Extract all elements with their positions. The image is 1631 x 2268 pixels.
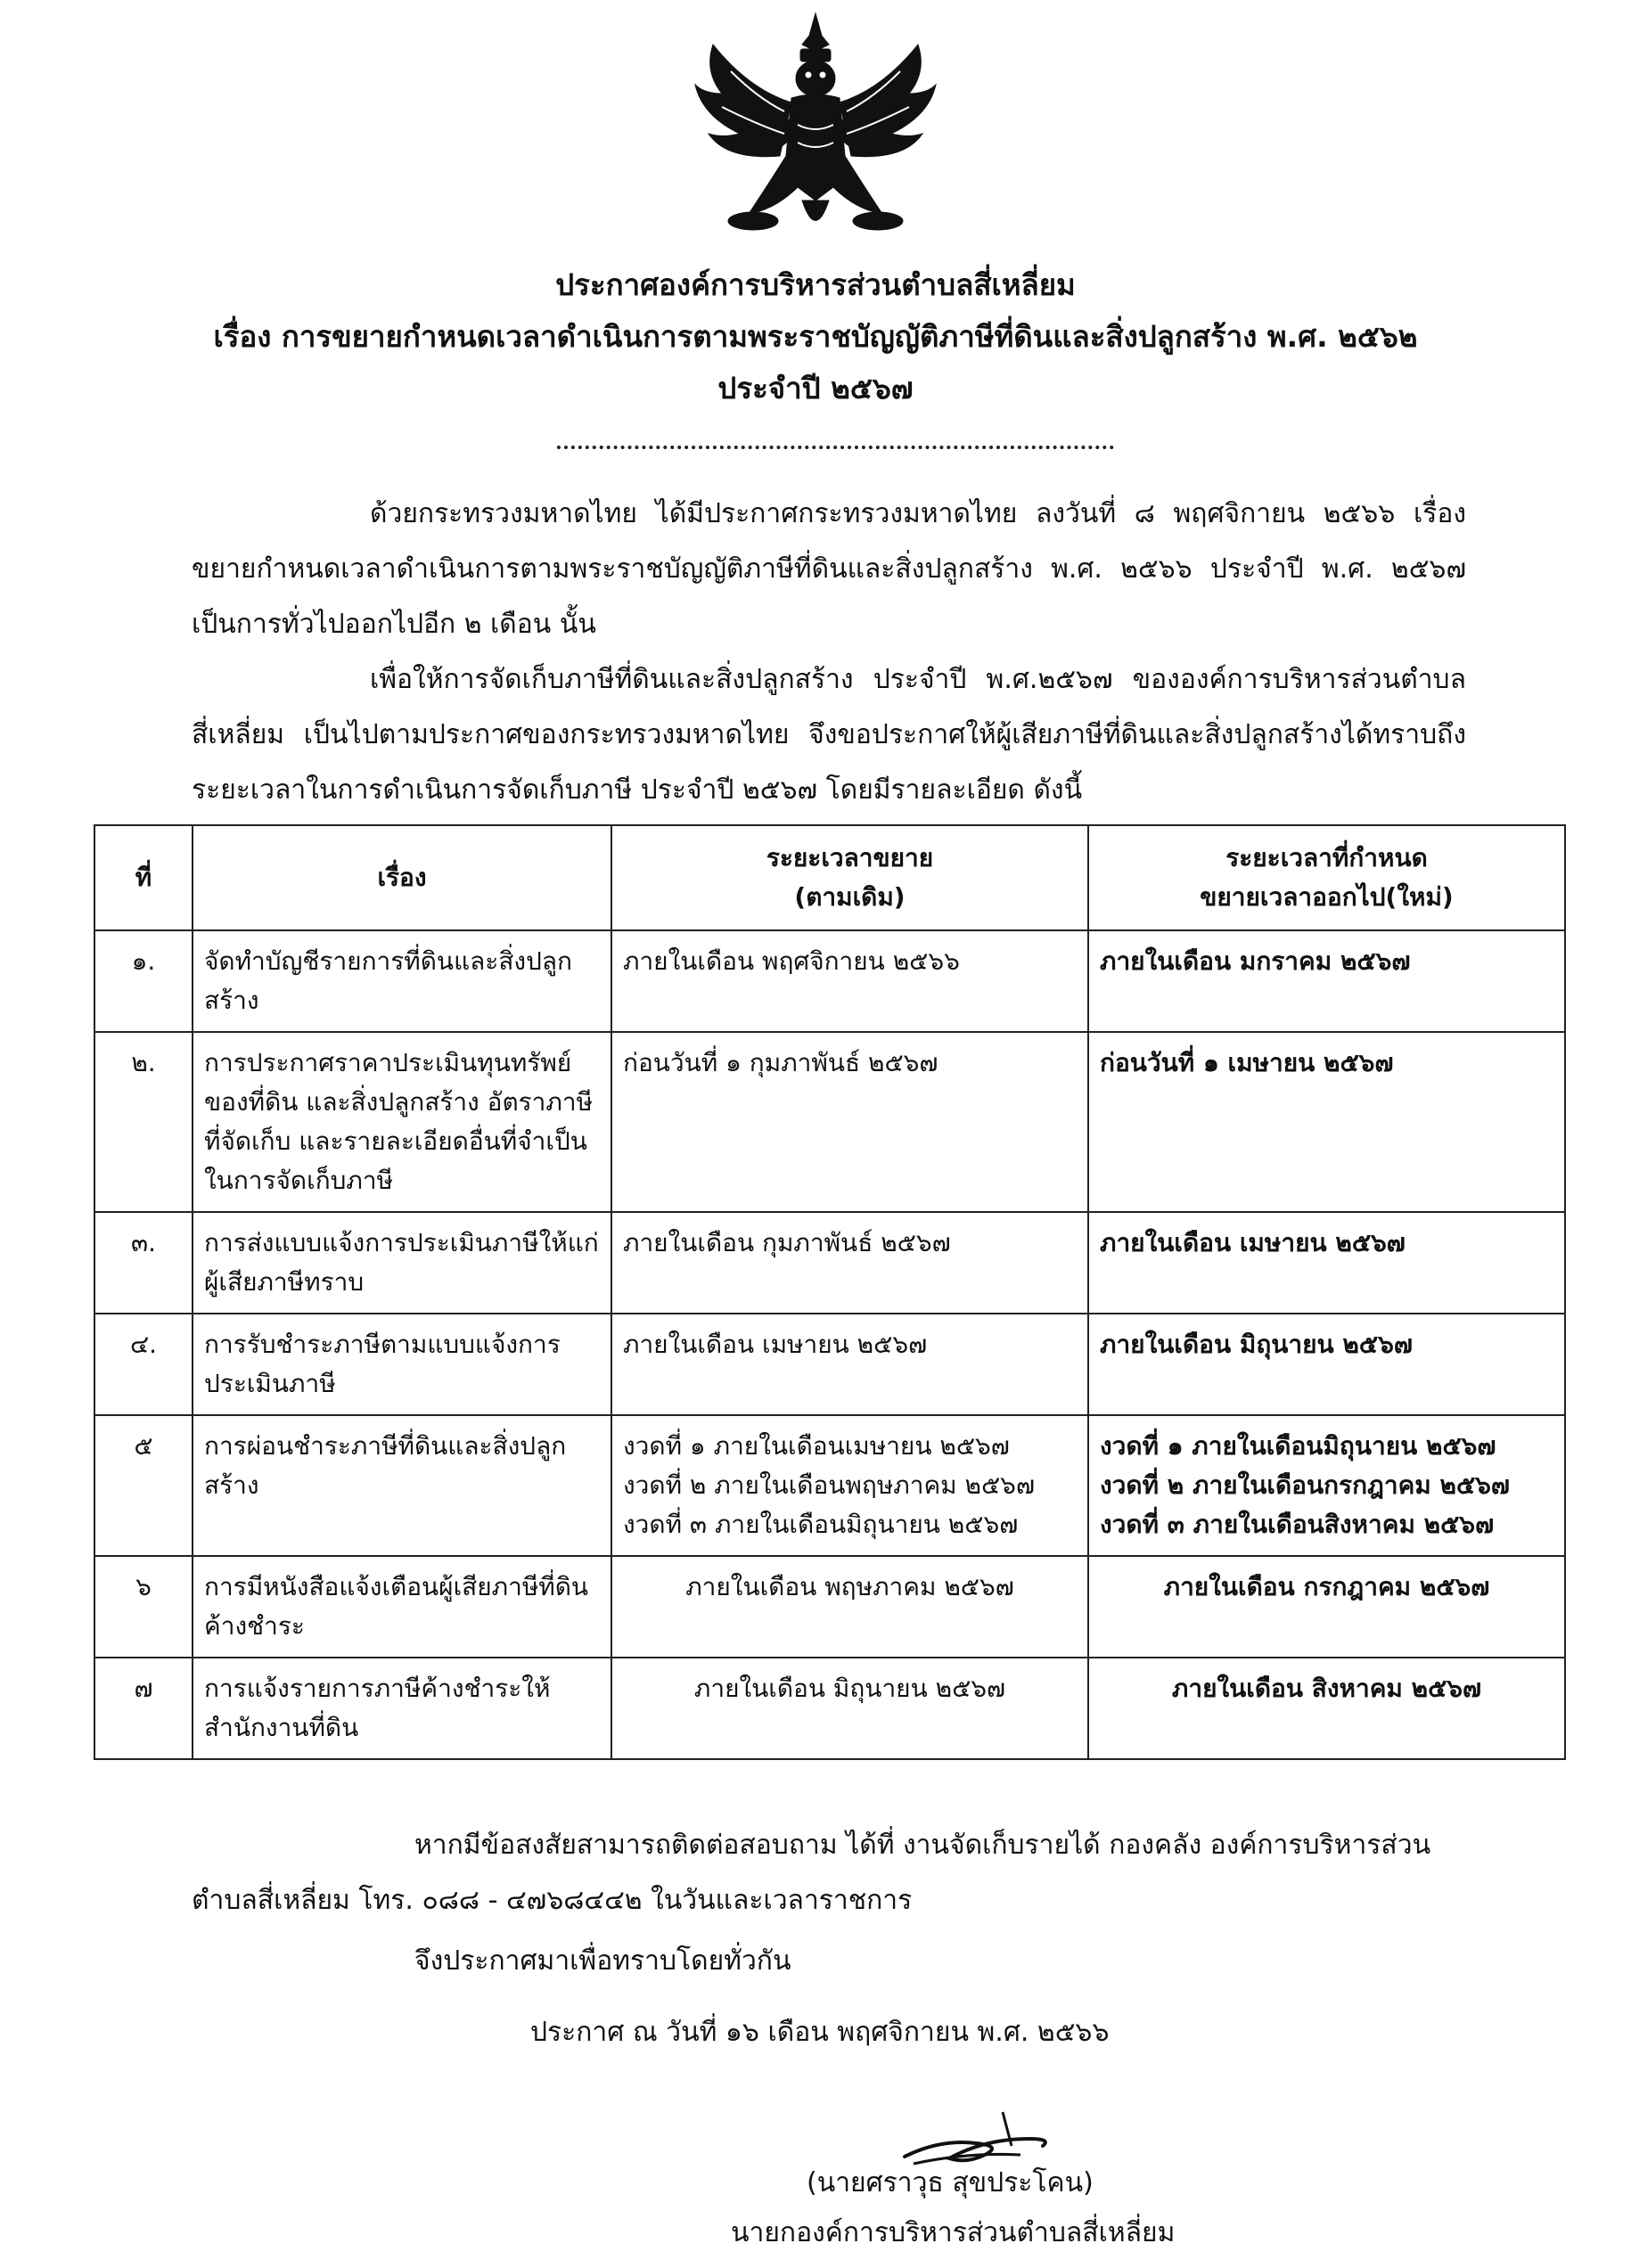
dotted-divider [557,446,1114,449]
row-original-period: ภายในเดือน มิถุนายน ๒๕๖๗ [611,1658,1088,1759]
table-row [94,1032,1565,1212]
garuda-emblem-icon [686,9,945,254]
row-subject: การมีหนังสือแจ้งเตือนผู้เสียภาษีที่ดินค้างชำระ [193,1556,611,1658]
row-number: ๓. [94,1212,193,1314]
contact-paragraph: หากมีข้อสงสัยสามารถติดต่อสอบถาม ได้ที่ งานจัดเก็บรายได้ กองคลัง องค์การบริหารส่วนตำบลสี่เหลี่ยม โทร. ๐๘๘ - ๔๗๖๘๔๔๒ ในวันและเวลาราชการ [192,1830,1431,1916]
closing-statement: จึงประกาศมาเพื่อทราบโดยทั่วกัน [414,1945,791,1977]
table-header-row [94,825,1565,930]
signer-name: (นายศราวุธ สุขประโคน) [807,2167,1094,2198]
row-subject: การส่งแบบแจ้งการประเมินภาษีให้แก่ผู้เสียภาษีทราบ [193,1212,611,1314]
paragraph-purpose: เพื่อให้การจัดเก็บภาษีที่ดินและสิ่งปลูกสร้าง ประจำปี พ.ศ.๒๕๖๗ ขององค์การบริหารส่วนตำบลสี่เหลี่ยม เป็นไปตามประกาศของกระทรวงมหาดไทย จึงขอประกาศให้ผู้เสียภาษีที่ดินและสิ่งปลูกสร้างได้ทราบถึงระยะเวลาในการดำเนินการจัดเก็บภาษี ประจำปี ๒๕๖๗ โดยมีรายละเอียด ดังนี้ [192,664,1466,806]
row-subject: การรับชำระภาษีตามแบบแจ้งการประเมินภาษี [193,1314,611,1415]
row-subject: การผ่อนชำระภาษีที่ดินและสิ่งปลูกสร้าง [193,1415,611,1556]
row-extended-period: ภายในเดือน กรกฎาคม ๒๕๖๗ [1088,1556,1565,1658]
paragraph-intro: ด้วยกระทรวงมหาดไทย ได้มีประกาศกระทรวงมหาดไทย ลงวันที่ ๘ พฤศจิกายน ๒๕๖๖ เรื่อง ขยายกำหนดเวลาดำเนินการตามพระราชบัญญัติภาษีที่ดินและสิ่งปลูกสร้าง พ.ศ. ๒๕๖๖ ประจำปี พ.ศ. ๒๕๖๗ เป็นการทั่วไปออกไปอีก ๒ เดือน นั้น [192,498,1466,640]
row-number: ๕ [94,1415,193,1556]
signer-position: นายกองค์การบริหารส่วนตำบลสี่เหลี่ยม [731,2217,1176,2248]
header-extended-period: ระยะเวลาที่กำหนด ขยายเวลาออกไป(ใหม่) [1088,825,1565,930]
schedule-table [94,824,1566,1760]
row-number: ๔. [94,1314,193,1415]
row-extended-period: ภายในเดือน มิถุนายน ๒๕๖๗ [1088,1314,1565,1415]
announcement-date: ประกาศ ณ วันที่ ๑๖ เดือน พฤศจิกายน พ.ศ. ๒๕๖๖ [530,2017,1110,2048]
announcement-year: ประจำปี ๒๕๖๗ [717,371,914,405]
table-row [94,1415,1565,1556]
header-original-period: ระยะเวลาขยาย (ตามเดิม) [611,825,1088,930]
header-no: ที่ [94,825,193,930]
row-subject: จัดทำบัญชีรายการที่ดินและสิ่งปลูกสร้าง [193,930,611,1032]
table-row [94,930,1565,1032]
row-subject: การแจ้งรายการภาษีค้างชำระให้สำนักงานที่ดิน [193,1658,611,1759]
table-row [94,1314,1565,1415]
announcement-title: ประกาศองค์การบริหารส่วนตำบลสี่เหลี่ยม [555,267,1076,302]
row-original-period: ภายในเดือน เมษายน ๒๕๖๗ [611,1314,1088,1415]
row-number: ๗ [94,1658,193,1759]
row-extended-period: ภายในเดือน เมษายน ๒๕๖๗ [1088,1212,1565,1314]
header-subject: เรื่อง [193,825,611,930]
row-extended-period: งวดที่ ๑ ภายในเดือนมิถุนายน ๒๕๖๗ งวดที่ ๒ ภายในเดือนกรกฎาคม ๒๕๖๗ งวดที่ ๓ ภายในเดือนสิงหาคม ๒๕๖๗ [1088,1415,1565,1556]
row-original-period: งวดที่ ๑ ภายในเดือนเมษายน ๒๕๖๗ งวดที่ ๒ ภายในเดือนพฤษภาคม ๒๕๖๗ งวดที่ ๓ ภายในเดือนมิถุนายน ๒๕๖๗ [611,1415,1088,1556]
table-row [94,1556,1565,1658]
row-original-period: ภายในเดือน พฤษภาคม ๒๕๖๗ [611,1556,1088,1658]
row-original-period: ก่อนวันที่ ๑ กุมภาพันธ์ ๒๕๖๗ [611,1032,1088,1212]
row-extended-period: ภายในเดือน มกราคม ๒๕๖๗ [1088,930,1565,1032]
table-row [94,1658,1565,1759]
announcement-subject: เรื่อง การขยายกำหนดเวลาดำเนินการตามพระราชบัญญัติภาษีที่ดินและสิ่งปลูกสร้าง พ.ศ. ๒๕๖๒ [213,319,1418,354]
row-number: ๖ [94,1556,193,1658]
row-extended-period: ภายในเดือน สิงหาคม ๒๕๖๗ [1088,1658,1565,1759]
row-number: ๒. [94,1032,193,1212]
row-number: ๑. [94,930,193,1032]
row-subject: การประกาศราคาประเมินทุนทรัพย์ของที่ดิน และสิ่งปลูกสร้าง อัตราภาษีที่จัดเก็บ และรายละเอียดอื่นที่จำเป็นในการจัดเก็บภาษี [193,1032,611,1212]
row-original-period: ภายในเดือน กุมภาพันธ์ ๒๕๖๗ [611,1212,1088,1314]
row-original-period: ภายในเดือน พฤศจิกายน ๒๕๖๖ [611,930,1088,1032]
table-row [94,1212,1565,1314]
row-extended-period: ก่อนวันที่ ๑ เมษายน ๒๕๖๗ [1088,1032,1565,1212]
